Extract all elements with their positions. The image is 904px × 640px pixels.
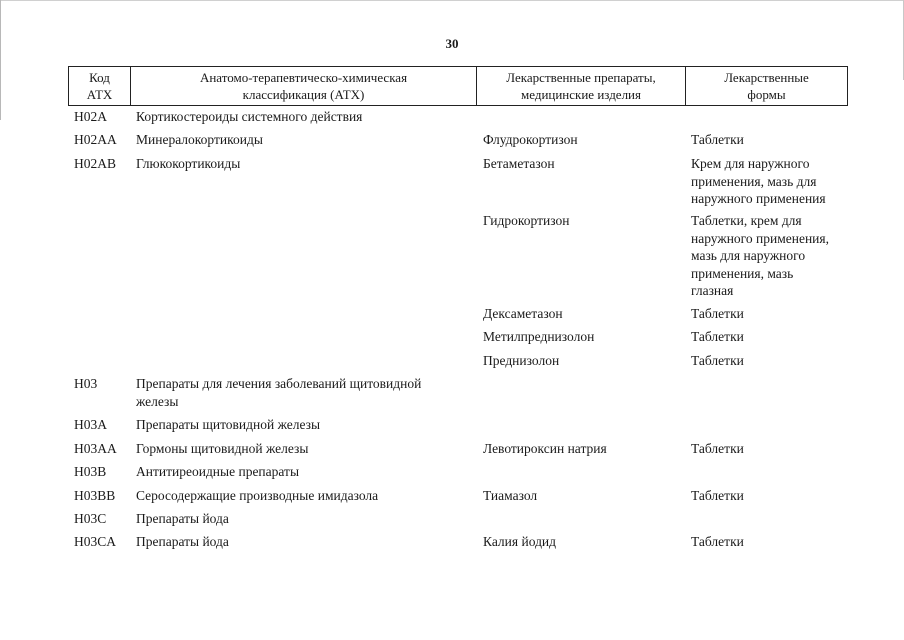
- row-drug-line: Левотироксин натрия: [483, 441, 607, 456]
- row-form: [691, 305, 851, 323]
- row-classification-line: Препараты для лечения заболеваний щитовидной: [136, 376, 422, 391]
- row-classification: [136, 416, 476, 434]
- row-code-line: H02AA: [74, 132, 117, 147]
- row-form-line: Таблетки, крем для: [691, 213, 802, 228]
- row-form: [691, 131, 851, 149]
- row-drug: [483, 328, 683, 346]
- row-form-line: наружного применения,: [691, 230, 829, 246]
- row-drug: [483, 155, 683, 173]
- row-code: [74, 131, 134, 149]
- row-form-line: Таблетки: [691, 306, 744, 321]
- row-classification: [136, 487, 476, 505]
- row-classification: [136, 510, 476, 528]
- row-drug: [483, 487, 683, 505]
- page-number: 30: [445, 36, 459, 51]
- row-form-line: Таблетки: [691, 353, 744, 368]
- row-code: [74, 155, 134, 173]
- row-code: [74, 533, 134, 551]
- row-classification-line: Серосодержащие производные имидазола: [136, 488, 379, 503]
- row-form-line: Таблетки: [691, 329, 744, 344]
- row-classification: [136, 463, 476, 481]
- row-form: [691, 212, 851, 300]
- row-classification-line: Антитиреоидные препараты: [136, 464, 300, 479]
- header-forms: Лекарственные формы: [686, 67, 848, 106]
- row-form-line: применения, мазь: [691, 265, 794, 281]
- row-classification: [136, 375, 476, 410]
- row-code-line: H02AB: [74, 156, 117, 171]
- row-classification-line: Препараты йода: [136, 511, 229, 526]
- row-classification-line: Кортикостероиды системного действия: [136, 109, 363, 124]
- header-classification: Анатомо-терапевтическо-химическая классификация (АТХ): [131, 67, 477, 106]
- row-form-line: Таблетки: [691, 488, 744, 503]
- row-drug: [483, 305, 683, 323]
- scan-edge-top: [0, 0, 904, 1]
- row-drug-line: Флудрокортизон: [483, 132, 578, 147]
- row-code: [74, 440, 134, 458]
- row-code-line: H03AA: [74, 441, 117, 456]
- row-drug-line: Бетаметазон: [483, 156, 555, 171]
- row-code: [74, 375, 134, 393]
- row-drug: [483, 212, 683, 230]
- header-code: Код АТХ: [69, 67, 131, 106]
- table-header: [68, 66, 848, 106]
- row-form-line: глазная: [691, 283, 734, 298]
- row-form: [691, 328, 851, 346]
- scan-edge-left: [0, 0, 1, 120]
- row-code-line: H02A: [74, 109, 107, 124]
- row-drug-line: Калия йодид: [483, 534, 557, 549]
- row-drug: [483, 533, 683, 551]
- row-drug-line: Дексаметазон: [483, 306, 563, 321]
- row-classification: [136, 533, 476, 551]
- row-code: [74, 463, 134, 481]
- row-code: [74, 510, 134, 528]
- row-form-line: Крем для наружного: [691, 156, 810, 171]
- header-drugs: Лекарственные препараты, медицинские изделия: [477, 67, 686, 106]
- row-code-line: H03A: [74, 417, 107, 432]
- row-drug-line: Преднизолон: [483, 353, 560, 368]
- row-form: [691, 352, 851, 370]
- row-classification-line: железы: [136, 393, 179, 409]
- row-form-line: наружного применения: [691, 191, 826, 206]
- row-code-line: H03: [74, 376, 98, 391]
- row-classification-line: Минералокортикоиды: [136, 132, 263, 147]
- row-form: [691, 487, 851, 505]
- row-drug: [483, 131, 683, 149]
- row-code: [74, 487, 134, 505]
- row-classification: [136, 155, 476, 173]
- row-code-line: H03B: [74, 464, 107, 479]
- row-classification-line: Препараты йода: [136, 534, 229, 549]
- row-code-line: H03C: [74, 511, 107, 526]
- row-drug-line: Гидрокортизон: [483, 213, 570, 228]
- row-form-line: Таблетки: [691, 441, 744, 456]
- row-form: [691, 440, 851, 458]
- row-drug: [483, 440, 683, 458]
- row-form: [691, 155, 851, 208]
- row-code: [74, 108, 134, 126]
- row-form-line: Таблетки: [691, 132, 744, 147]
- row-classification-line: Препараты щитовидной железы: [136, 417, 321, 432]
- row-classification: [136, 108, 476, 126]
- row-classification-line: Глюкокортикоиды: [136, 156, 241, 171]
- row-code-line: H03BB: [74, 488, 116, 503]
- row-code-line: H03CA: [74, 534, 117, 549]
- row-classification: [136, 131, 476, 149]
- row-classification: [136, 440, 476, 458]
- row-form-line: Таблетки: [691, 534, 744, 549]
- row-code: [74, 416, 134, 434]
- row-classification-line: Гормоны щитовидной железы: [136, 441, 309, 456]
- row-drug-line: Метилпреднизолон: [483, 329, 595, 344]
- row-form-line: мазь для наружного: [691, 248, 806, 263]
- row-drug-line: Тиамазол: [483, 488, 538, 503]
- row-form-line: применения, мазь для: [691, 173, 817, 189]
- row-drug: [483, 352, 683, 370]
- row-form: [691, 533, 851, 551]
